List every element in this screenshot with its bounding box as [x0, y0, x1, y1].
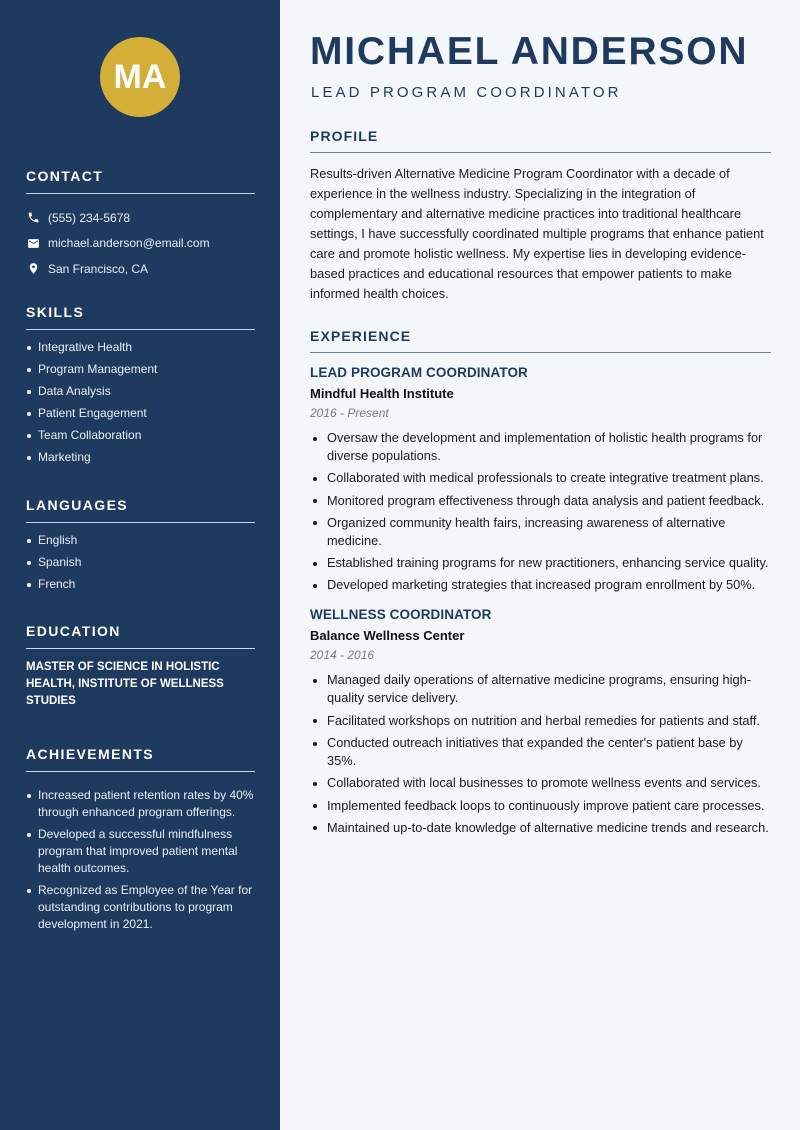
skill-item: Program Management [26, 361, 255, 378]
job-bullet: Developed marketing strategies that increased program enrollment by 50%. [310, 576, 771, 594]
job-bullet: Oversaw the development and implementation of holistic health programs for diverse populations. [310, 429, 771, 465]
skill-item: Integrative Health [26, 339, 255, 356]
location-icon [26, 262, 40, 276]
contact-list [26, 205, 255, 282]
language-item: Spanish [26, 554, 255, 571]
contact-location [26, 256, 255, 282]
job-bullet: Facilitated workshops on nutrition and herbal remedies for patients and staff. [310, 712, 771, 730]
contact-phone-text[interactable]: (555) 234-5678 [48, 210, 131, 225]
skills-section [26, 304, 255, 471]
skill-item: Marketing [26, 449, 255, 466]
language-item: French [26, 576, 255, 593]
contact-location-text: San Francisco, CA [48, 261, 149, 276]
contact-section [26, 168, 255, 282]
phone-icon [26, 211, 40, 225]
achievements-section [26, 746, 255, 938]
job-bullet: Established training programs for new practitioners, enhancing service quality. [310, 554, 771, 572]
contact-heading: CONTACT [26, 168, 255, 194]
job-bullet: Conducted outreach initiatives that expanded the center's patient base by 35%. [310, 734, 771, 770]
achievement-item: Recognized as Employee of the Year for outstanding contributions to program development in 2021. [26, 882, 255, 933]
job-bullet-list [310, 671, 771, 836]
skills-list [26, 339, 255, 466]
languages-section [26, 497, 255, 598]
experience-heading: EXPERIENCE [310, 328, 771, 353]
contact-phone [26, 205, 255, 231]
job-title: WELLNESS COORDINATOR [310, 607, 492, 623]
job-bullet: Maintained up-to-date knowledge of alternative medicine trends and research. [310, 819, 771, 837]
avatar [100, 37, 180, 117]
language-item: English [26, 532, 255, 549]
avatar-initials: MA [113, 57, 167, 96]
job-bullet: Implemented feedback loops to continuously improve patient care processes. [310, 797, 771, 815]
profile-summary: Results-driven Alternative Medicine Program Coordinator with a decade of experience in the wellness industry. Specializing in the integration of complementary and alternative medicine practices into traditional healthcare settings, I have successfully coordinated multiple programs that enhance patient care and promote holistic wellness. My expertise lies in developing evidence-based practices and educational resources that empower patients to make informed health choices. [310, 166, 764, 301]
job-bullet: Managed daily operations of alternative medicine programs, ensuring high-quality service delivery. [310, 671, 771, 707]
job-bullet-list [310, 429, 771, 594]
languages-list [26, 532, 255, 593]
experience-section [310, 328, 771, 841]
skills-heading: SKILLS [26, 304, 255, 330]
job-entry [310, 607, 771, 836]
sidebar [0, 0, 280, 1130]
candidate-name: MICHAEL ANDERSON [310, 30, 749, 73]
achievements-heading: ACHIEVEMENTS [26, 746, 255, 772]
job-bullet: Organized community health fairs, increasing awareness of alternative medicine. [310, 514, 771, 550]
achievement-item: Developed a successful mindfulness program that improved patient mental health outcomes. [26, 826, 255, 877]
education-section [26, 623, 255, 710]
skill-item: Data Analysis [26, 383, 255, 400]
job-entry [310, 365, 771, 594]
job-bullet: Monitored program effectiveness through data analysis and patient feedback. [310, 492, 771, 510]
achievement-item: Increased patient retention rates by 40% through enhanced program offerings. [26, 787, 255, 821]
skill-item: Patient Engagement [26, 405, 255, 422]
job-company: Balance Wellness Center [310, 628, 465, 644]
education-heading: EDUCATION [26, 623, 255, 649]
candidate-title: LEAD PROGRAM COORDINATOR [311, 84, 622, 101]
job-company: Mindful Health Institute [310, 386, 454, 401]
job-dates: 2016 - Present [310, 406, 389, 420]
achievements-list [26, 787, 255, 933]
job-dates: 2014 - 2016 [310, 648, 375, 663]
job-bullet: Collaborated with local businesses to promote wellness events and services. [310, 774, 771, 792]
profile-heading: PROFILE [310, 128, 771, 153]
education-degree: MASTER OF SCIENCE IN HOLISTIC HEALTH, INSTITUTE OF WELLNESS STUDIES [26, 661, 224, 707]
profile-section [310, 128, 771, 304]
skill-item: Team Collaboration [26, 427, 255, 444]
email-icon [26, 236, 40, 250]
job-bullet: Collaborated with medical professionals to create integrative treatment plans. [310, 469, 771, 487]
languages-heading: LANGUAGES [26, 497, 255, 523]
contact-email-text[interactable]: michael.anderson@email.com [48, 236, 210, 251]
contact-email [26, 231, 255, 257]
job-title: LEAD PROGRAM COORDINATOR [310, 365, 528, 380]
